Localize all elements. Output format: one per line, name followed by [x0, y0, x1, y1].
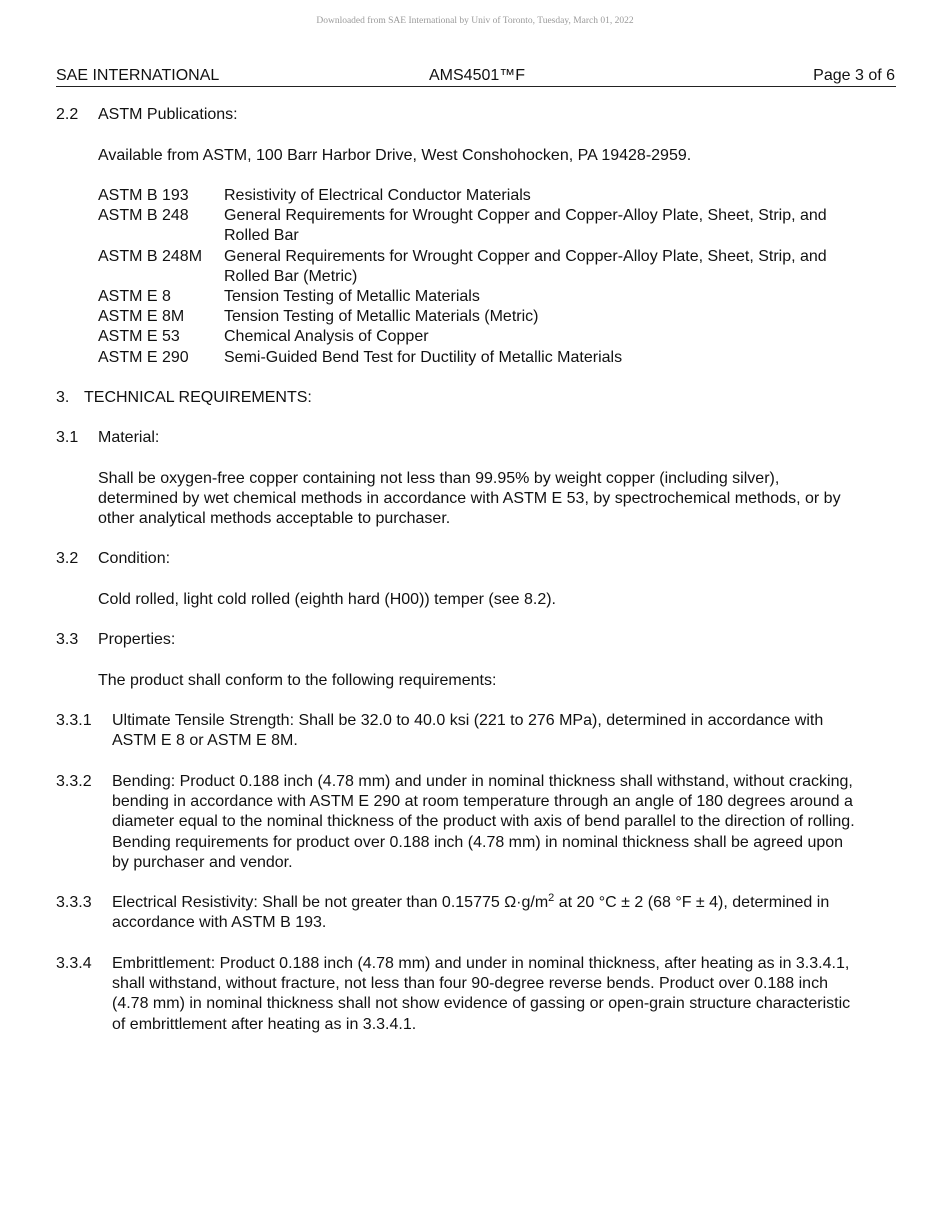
reference-row	[98, 287, 858, 307]
reference-title: Tension Testing of Metallic Materials (Metric)	[224, 308, 539, 326]
properties-intro: The product shall conform to the following requirements:	[98, 672, 497, 689]
page-header	[56, 66, 896, 87]
section-title: Condition:	[98, 550, 171, 567]
reference-title: General Requirements for Wrought Copper and Copper-Alloy Plate, Sheet, Strip, and Rolled Bar	[224, 207, 827, 245]
reference-code: ASTM B 193	[98, 187, 189, 204]
unit-superscript: 2	[548, 892, 555, 904]
astm-availability: Available from ASTM, 100 Barr Harbor Drive, West Conshohocken, PA 19428-2959.	[98, 147, 692, 164]
subsection-text	[112, 893, 856, 933]
download-watermark: Downloaded from SAE International by Univ of Toronto, Tuesday, March 01, 2022	[316, 16, 634, 26]
reference-title: Tension Testing of Metallic Materials	[224, 288, 480, 306]
section-number: 3.1	[56, 429, 79, 446]
section-number: 3.	[56, 389, 70, 406]
section-3-3-4-embrittlement	[56, 954, 856, 1035]
subsection-text: Bending: Product 0.188 inch (4.78 mm) and under in nominal thickness shall withstand, without cracking, bending in accordance with ASTM E 290 at room temperature through an angle of 180 degrees around a diameter equal to the nominal thickness of the product with axis of bend parallel to the direction of rolling. Bending requirements for product over 0.188 inch (4.78 mm) in nominal thickness shall be agreed upon by purchaser and vendor.	[112, 773, 855, 871]
section-2-2-heading	[56, 105, 238, 125]
material-paragraph: Shall be oxygen-free copper containing not less than 99.95% by weight copper (including silver), determined by wet chemical methods in accordance with ASTM E 53, by spectrochemical methods, or by other analytical methods acceptable to purchaser.	[98, 470, 841, 528]
section-3-3-2-bending	[56, 772, 856, 873]
header-page-number: Page 3 of 6	[813, 67, 895, 84]
reference-code: ASTM B 248M	[98, 247, 203, 265]
section-3-3-1-tensile	[56, 711, 856, 751]
reference-code: ASTM B 248	[98, 207, 189, 225]
section-3-heading	[56, 388, 312, 408]
subsection-text: Ultimate Tensile Strength: Shall be 32.0 to 40.0 ksi (221 to 276 MPa), determined in accordance with ASTM E 8 or ASTM E 8M.	[112, 712, 824, 750]
subsection-number: 3.3.3	[56, 894, 92, 911]
reference-row	[98, 206, 858, 246]
reference-row	[98, 247, 858, 287]
resistivity-text-start: Electrical Resistivity: Shall be not greater than 0.15775 Ω·g/m	[112, 894, 549, 911]
reference-title: Resistivity of Electrical Conductor Materials	[224, 187, 531, 204]
reference-title: General Requirements for Wrought Copper and Copper-Alloy Plate, Sheet, Strip, and Rolled Bar (Metric)	[224, 247, 827, 285]
section-title: Properties:	[98, 631, 176, 648]
condition-paragraph: Cold rolled, light cold rolled (eighth hard (H00)) temper (see 8.2).	[98, 591, 556, 608]
section-title: TECHNICAL REQUIREMENTS:	[84, 389, 312, 406]
section-title: Material:	[98, 429, 160, 446]
astm-reference-list	[98, 186, 858, 368]
reference-title: Chemical Analysis of Copper	[224, 328, 429, 346]
section-3-3-heading	[56, 630, 175, 650]
section-number: 3.2	[56, 550, 79, 567]
reference-row	[98, 307, 858, 327]
reference-title: Semi-Guided Bend Test for Ductility of Metallic Materials	[224, 348, 623, 366]
reference-row	[98, 327, 858, 347]
reference-row	[98, 186, 858, 206]
subsection-number: 3.3.4	[56, 955, 92, 972]
reference-code: ASTM E 290	[98, 348, 189, 366]
section-number: 3.3	[56, 631, 79, 648]
header-organization: SAE INTERNATIONAL	[56, 67, 220, 84]
subsection-text: Embrittlement: Product 0.188 inch (4.78 mm) and under in nominal thickness, after heating as in 3.3.4.1, shall withstand, without fracture, not less than four 90-degree reverse bends. Product over 0.188 inch (4.78 mm) in nominal thickness shall not show evidence of gassing or open-grain structure characteristic of embrittlement after heating as in 3.3.4.1.	[112, 955, 851, 1033]
reference-row	[98, 348, 858, 368]
subsection-number: 3.3.1	[56, 712, 92, 729]
subsection-number: 3.3.2	[56, 773, 92, 790]
header-document-id: AMS4501™F	[429, 67, 526, 84]
reference-code: ASTM E 53	[98, 328, 180, 346]
section-3-3-3-resistivity	[56, 893, 856, 933]
section-3-2-heading	[56, 549, 170, 569]
reference-code: ASTM E 8	[98, 288, 171, 306]
section-number: 2.2	[56, 106, 79, 123]
section-title: ASTM Publications:	[98, 106, 238, 123]
section-3-1-heading	[56, 428, 159, 448]
resistivity-text-end: at 20 °C ± 2 (68 °F ± 4), determined in accordance with ASTM B 193.	[112, 894, 830, 932]
reference-code: ASTM E 8M	[98, 308, 185, 326]
